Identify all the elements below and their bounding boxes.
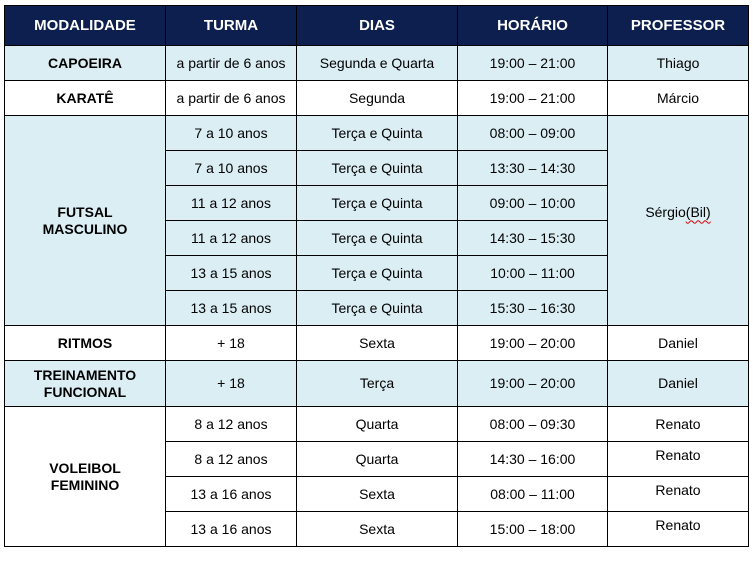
- header-horario: HORÁRIO: [458, 6, 608, 46]
- header-turma: TURMA: [166, 6, 297, 46]
- dias-cell: Quarta: [297, 442, 458, 477]
- horario-cell: 08:00 – 09:30: [458, 407, 608, 442]
- dias-cell: Sexta: [297, 512, 458, 547]
- turma-cell: 7 a 10 anos: [166, 116, 297, 151]
- table-row: [5, 361, 749, 407]
- turma-cell: 7 a 10 anos: [166, 151, 297, 186]
- table-row: [5, 326, 749, 361]
- professor-cell: Thiago: [608, 46, 749, 81]
- horario-cell: 15:30 – 16:30: [458, 291, 608, 326]
- turma-cell: 13 a 16 anos: [166, 477, 297, 512]
- dias-cell: Segunda e Quarta: [297, 46, 458, 81]
- dias-cell: Terça: [297, 361, 458, 407]
- table-row: [5, 407, 749, 442]
- modalidade-cell: [5, 116, 166, 326]
- modalidade-line: MASCULINO: [42, 220, 128, 237]
- modalidade-line: FEMININO: [50, 476, 120, 493]
- horario-cell: 19:00 – 21:00: [458, 81, 608, 116]
- table-row: [5, 81, 749, 116]
- turma-cell: 11 a 12 anos: [166, 221, 297, 256]
- turma-cell: 13 a 15 anos: [166, 256, 297, 291]
- header-modalidade: MODALIDADE: [5, 6, 166, 46]
- turma-cell: + 18: [166, 326, 297, 361]
- professor-cell: Renato: [608, 512, 749, 547]
- turma-cell: 11 a 12 anos: [166, 186, 297, 221]
- horario-cell: 15:00 – 18:00: [458, 512, 608, 547]
- professor-cell: Márcio: [608, 81, 749, 116]
- horario-cell: 08:00 – 09:00: [458, 116, 608, 151]
- dias-cell: Segunda: [297, 81, 458, 116]
- dias-cell: Terça e Quinta: [297, 256, 458, 291]
- professor-cell: Daniel: [608, 361, 749, 407]
- modalidade-cell: KARATÊ: [5, 81, 166, 116]
- spellcheck-mark: (Bil): [685, 204, 711, 221]
- header-dias: DIAS: [297, 6, 458, 46]
- professor-cell: Renato: [608, 407, 749, 442]
- horario-cell: 14:30 – 15:30: [458, 221, 608, 256]
- dias-cell: Quarta: [297, 407, 458, 442]
- horario-cell: 19:00 – 20:00: [458, 361, 608, 407]
- modalidade-line: FUTSAL: [57, 204, 113, 221]
- dias-cell: Sexta: [297, 326, 458, 361]
- turma-cell: a partir de 6 anos: [166, 46, 297, 81]
- horario-cell: 08:00 – 11:00: [458, 477, 608, 512]
- horario-cell: 19:00 – 21:00: [458, 46, 608, 81]
- horario-cell: 10:00 – 11:00: [458, 256, 608, 291]
- professor-cell: Renato: [608, 442, 749, 477]
- modalidade-line: VOLEIBOL: [49, 460, 121, 477]
- header-professor: PROFESSOR: [608, 6, 749, 46]
- dias-cell: Sexta: [297, 477, 458, 512]
- professor-name: Sérgio(Bil): [645, 204, 711, 221]
- schedule-table: [4, 5, 749, 547]
- professor-cell: Renato: [608, 477, 749, 512]
- modalidade-cell: [5, 407, 166, 547]
- turma-cell: 8 a 12 anos: [166, 407, 297, 442]
- table-row: [5, 116, 749, 151]
- turma-cell: 13 a 15 anos: [166, 291, 297, 326]
- modalidade-cell: [5, 361, 166, 407]
- modalidade-line: FUNCIONAL: [43, 383, 127, 400]
- horario-cell: 09:00 – 10:00: [458, 186, 608, 221]
- table-row: [5, 46, 749, 81]
- dias-cell: Terça e Quinta: [297, 186, 458, 221]
- dias-cell: Terça e Quinta: [297, 291, 458, 326]
- dias-cell: Terça e Quinta: [297, 151, 458, 186]
- dias-cell: Terça e Quinta: [297, 221, 458, 256]
- turma-cell: 13 a 16 anos: [166, 512, 297, 547]
- professor-cell: Daniel: [608, 326, 749, 361]
- modalidade-cell: CAPOEIRA: [5, 46, 166, 81]
- turma-cell: a partir de 6 anos: [166, 81, 297, 116]
- dias-cell: Terça e Quinta: [297, 116, 458, 151]
- turma-cell: 8 a 12 anos: [166, 442, 297, 477]
- professor-cell: [608, 116, 749, 326]
- modalidade-cell: RITMOS: [5, 326, 166, 361]
- horario-cell: 19:00 – 20:00: [458, 326, 608, 361]
- turma-cell: + 18: [166, 361, 297, 407]
- horario-cell: 14:30 – 16:00: [458, 442, 608, 477]
- header-row: [5, 6, 749, 46]
- modalidade-line: TREINAMENTO: [33, 367, 137, 384]
- horario-cell: 13:30 – 14:30: [458, 151, 608, 186]
